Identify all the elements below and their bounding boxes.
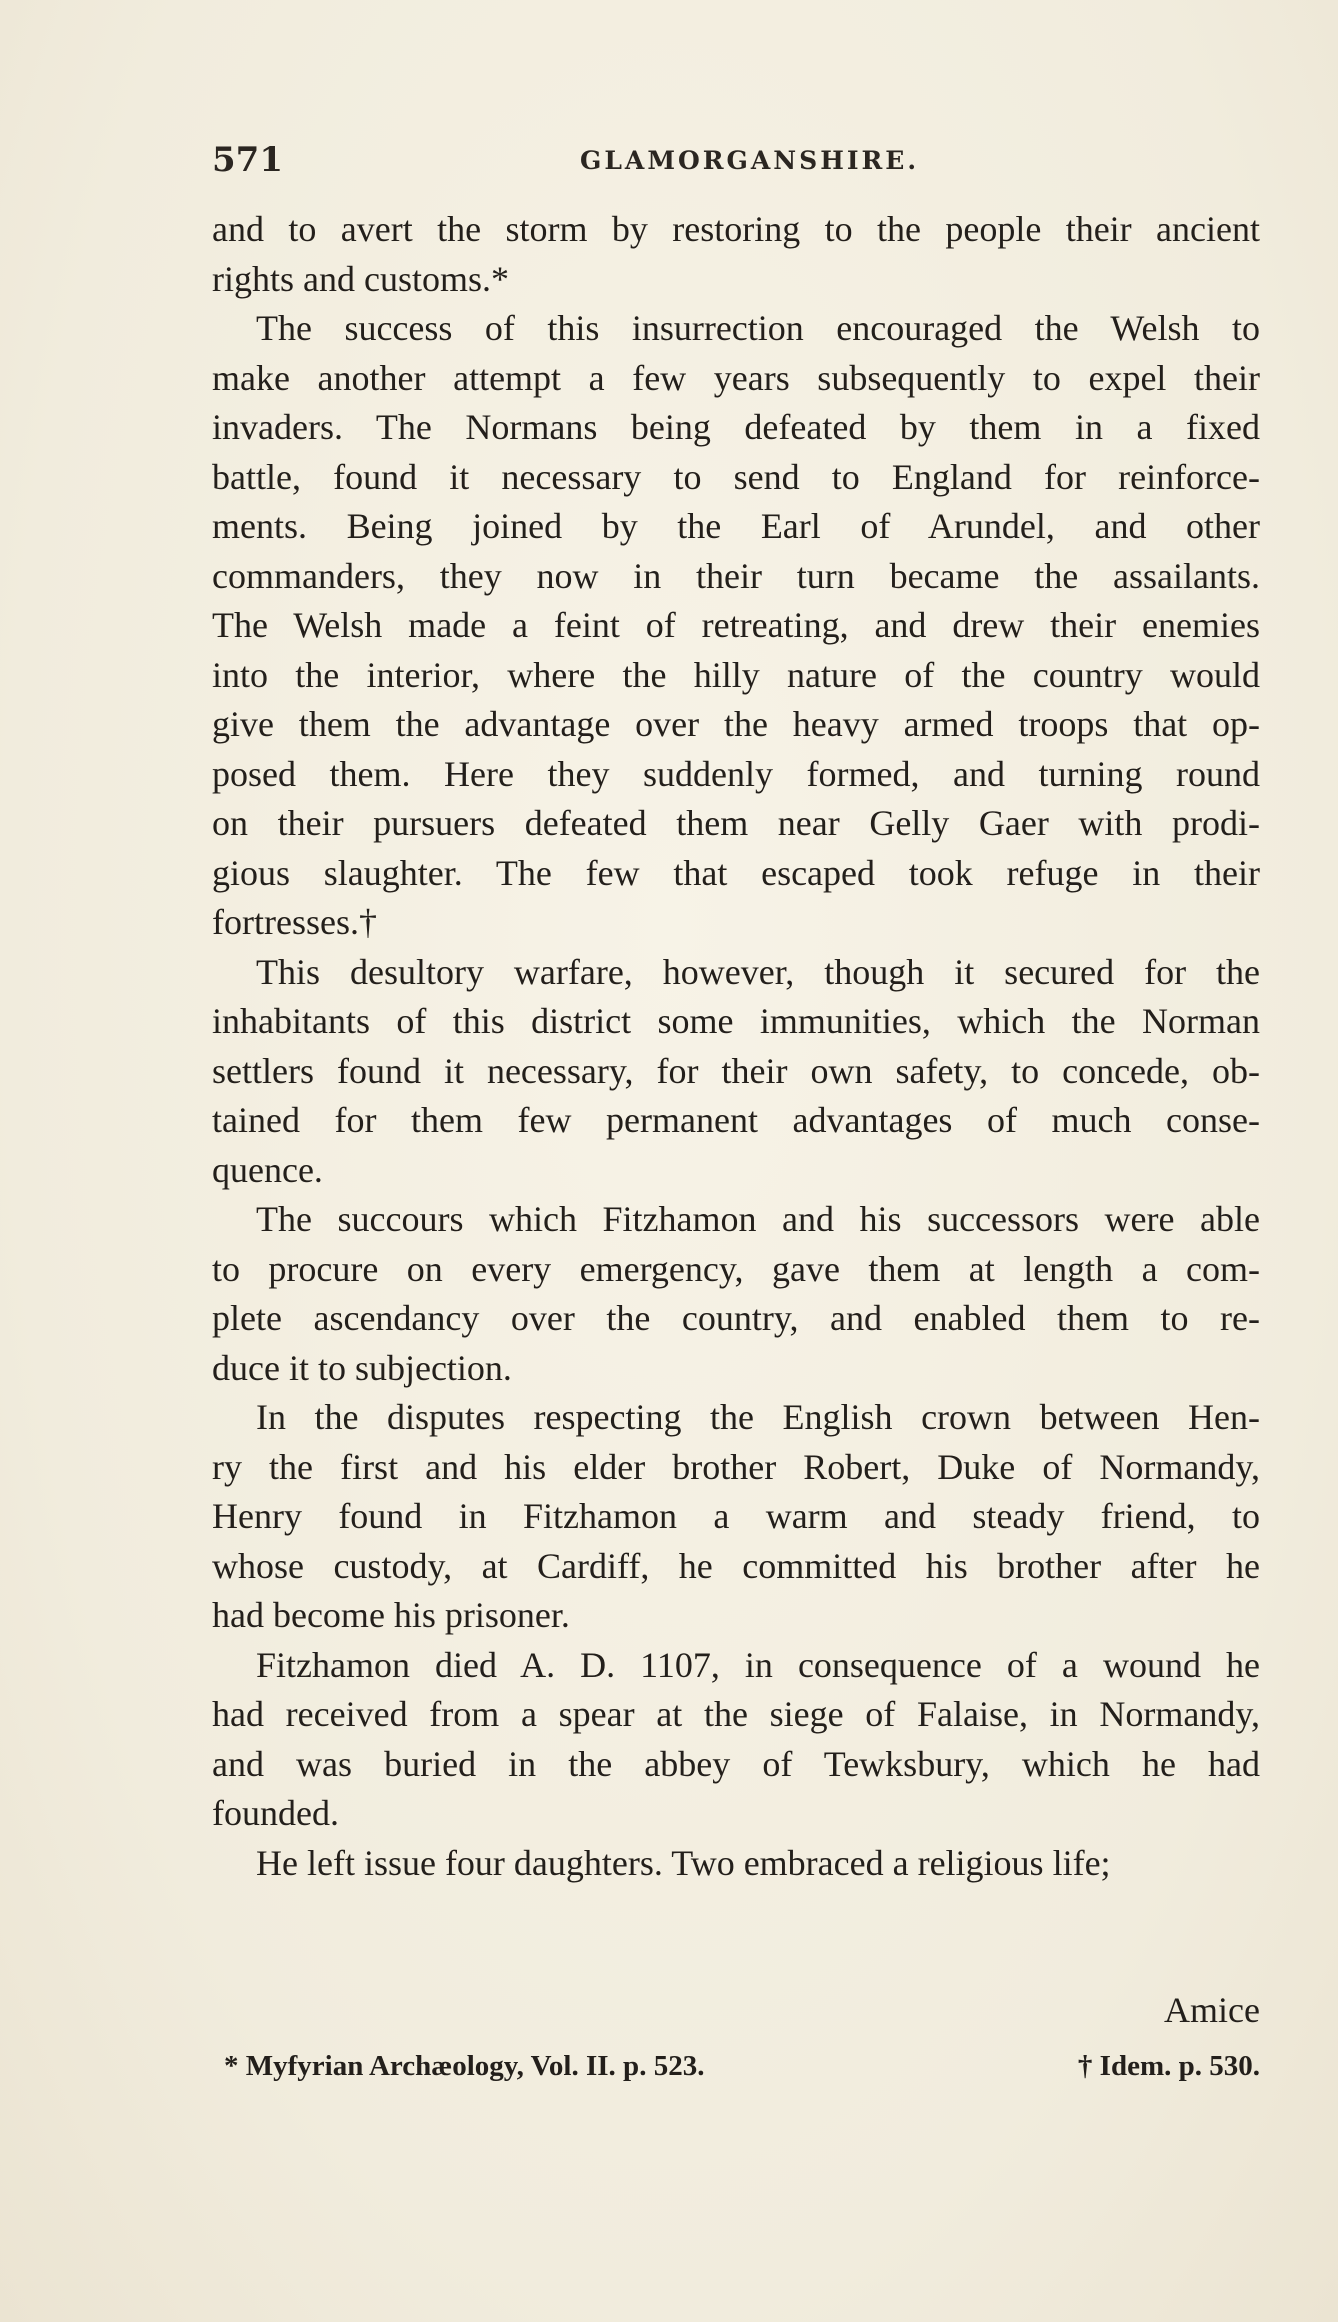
text-line: on their pursuers defeated them near Gelly Gaer with prodi-: [212, 803, 1260, 843]
text-line: invaders. The Normans being defeated by them in a fixed: [212, 407, 1260, 447]
text-line: quence.: [212, 1149, 323, 1190]
running-head: GLAMORGANSHIRE.: [580, 146, 920, 175]
text-line: into the interior, where the hilly nature of the country would: [212, 654, 1260, 695]
text-line: In the disputes respecting the English crown between Hen-: [256, 1397, 1260, 1437]
footnote-1: * Myfyrian Archæology, Vol. II. p. 523.: [224, 2050, 705, 2082]
text-line: Fitzhamon died A. D. 1107, in consequence of a wound he: [256, 1644, 1260, 1685]
text-line: duce it to subjection.: [212, 1347, 512, 1388]
text-line: The success of this insurrection encouraged the Welsh to: [256, 308, 1260, 348]
text-line: This desultory warfare, however, though it secured for the: [256, 951, 1260, 992]
footnotes: [224, 2050, 1260, 2094]
text-line: settlers found it necessary, for their own safety, to concede, ob-: [212, 1050, 1260, 1091]
text-line: He left issue four daughters. Two embraced a religious life;: [256, 1842, 1111, 1883]
text-line: posed them. Here they suddenly formed, and turning round: [212, 753, 1260, 794]
text-line: commanders, they now in their turn became the assailants.: [212, 555, 1260, 596]
catchword: Amice: [1164, 1990, 1260, 2030]
text-line: inhabitants of this district some immunities, which the Norman: [212, 1001, 1260, 1041]
text-line: make another attempt a few years subsequently to expel their: [212, 357, 1260, 398]
text-line: give them the advantage over the heavy armed troops that op-: [212, 704, 1260, 744]
text-line: The Welsh made a feint of retreating, and drew their enemies: [212, 605, 1260, 645]
text-line: ments. Being joined by the Earl of Arundel, and other: [212, 506, 1260, 546]
body-text: [212, 205, 1260, 1888]
text-line: gious slaughter. The few that escaped took refuge in their: [212, 852, 1260, 893]
text-line: plete ascendancy over the country, and enabled them to re-: [212, 1298, 1260, 1338]
text-line: battle, found it necessary to send to England for reinforce-: [212, 456, 1260, 497]
page-header: [212, 140, 1260, 184]
text-line: rights and customs.*: [212, 258, 509, 299]
text-line: had received from a spear at the siege of Falaise, in Normandy,: [212, 1694, 1260, 1734]
text-line: whose custody, at Cardiff, he committed his brother after he: [212, 1545, 1260, 1586]
text-line: fortresses.†: [212, 902, 377, 942]
text-line: ry the first and his elder brother Robert, Duke of Normandy,: [212, 1446, 1260, 1487]
text-line: and was buried in the abbey of Tewksbury, which he had: [212, 1743, 1260, 1784]
text-line: tained for them few permanent advantages of much conse-: [212, 1100, 1260, 1140]
text-line: to procure on every emergency, gave them at length a com-: [212, 1248, 1260, 1289]
text-line: founded.: [212, 1793, 339, 1833]
footnote-2: † Idem. p. 530.: [1077, 2050, 1260, 2082]
text-line: and to avert the storm by restoring to the people their ancient: [212, 209, 1260, 249]
text-line: Henry found in Fitzhamon a warm and steady friend, to: [212, 1496, 1260, 1536]
page-number: 571: [212, 140, 283, 180]
text-line: The succours which Fitzhamon and his successors were able: [256, 1199, 1260, 1239]
text-line: had become his prisoner.: [212, 1595, 570, 1635]
